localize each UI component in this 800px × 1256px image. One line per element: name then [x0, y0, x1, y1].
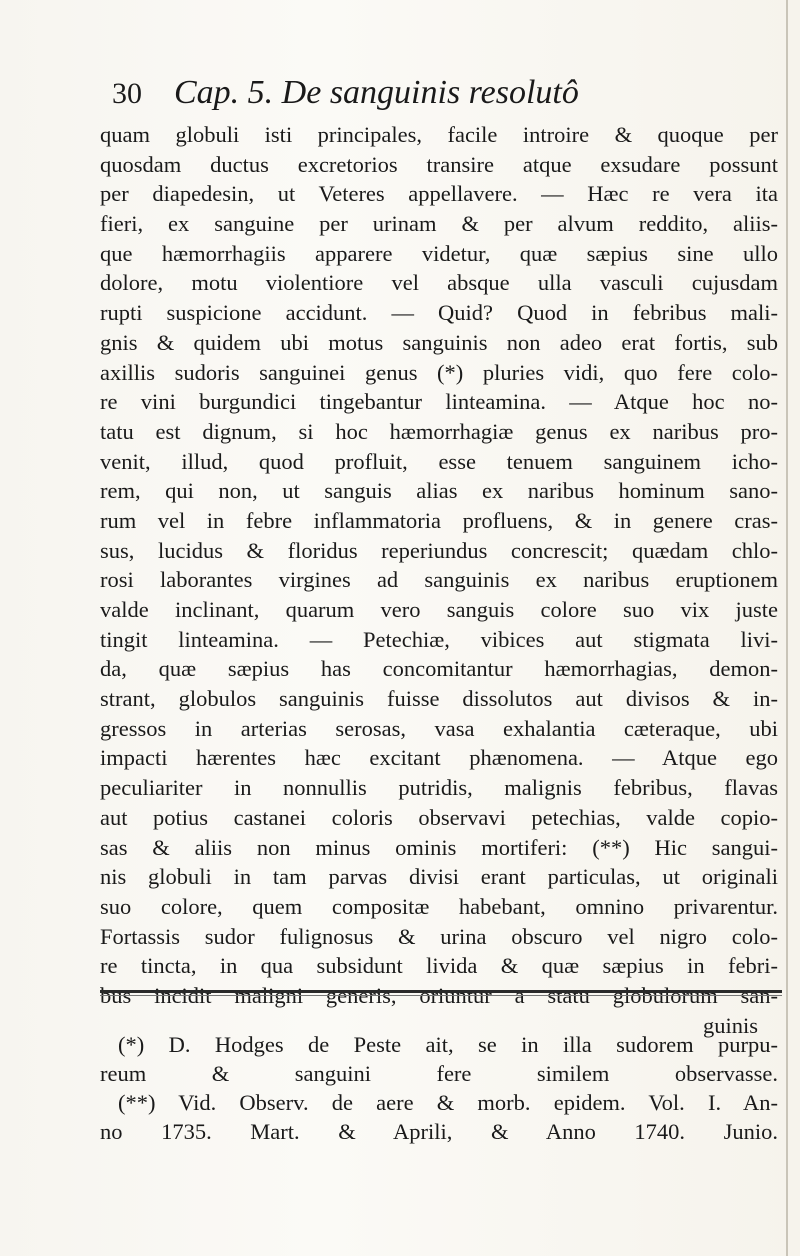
text-line: que hæmorrhagiis apparere videtur, quæ sæpius sine ullo	[100, 240, 778, 266]
text-line: sus, lucidus & floridus reperiundus concrescit; quædam chlo-	[100, 537, 778, 563]
text-line: quam globuli isti principales, facile introire & quoque per	[100, 122, 778, 147]
footnote-line: no 1735. Mart. & Aprili, & Anno 1740. Junio.	[100, 1119, 778, 1144]
text-line: rosi laborantes virgines ad sanguinis ex naribus eruptionem	[100, 567, 778, 593]
text-line: sas & aliis non minus ominis mortiferi: (**) Hic sangui-	[100, 834, 778, 860]
footnote-rule-thin	[100, 995, 782, 996]
running-title: Cap. 5. De sanguinis resolutô	[174, 74, 579, 111]
text-line: impacti hærentes hæc excitant phænomena. — Atque ego	[100, 745, 778, 771]
text-line: axillis sudoris sanguinei genus (*) pluries vidi, quo fere colo-	[100, 359, 778, 385]
text-line: Fortassis sudor fulignosus & urina obscuro vel nigro colo-	[100, 923, 778, 949]
text-line: rem, qui non, ut sanguis alias ex naribus hominum sano-	[100, 478, 778, 504]
page-edge	[786, 0, 788, 1256]
page-number: 30	[112, 77, 142, 110]
text-line: dolore, motu violentiore vel absque ulla vasculi cujusdam	[100, 270, 778, 296]
text-line: venit, illud, quod profluit, esse tenuem sanguinem icho-	[100, 448, 778, 474]
text-line: valde inclinant, quarum vero sanguis colore suo vix juste	[100, 597, 778, 622]
footnotes	[100, 1030, 778, 1146]
text-line: aut potius castanei coloris observavi petechias, valde copio-	[100, 804, 778, 830]
main-text	[100, 120, 778, 1040]
text-line: peculiariter in nonnullis putridis, malignis febribus, flavas	[100, 775, 778, 801]
text-line: rupti suspicione accidunt. — Quid? Quod in febribus mali-	[100, 300, 778, 326]
text-line: tingit linteamina. — Petechiæ, vibices aut stigmata livi-	[100, 626, 778, 652]
text-line: tatu est dignum, si hoc hæmorrhagiæ genus ex naribus pro-	[100, 418, 778, 444]
text-line: re tincta, in qua subsidunt livida & quæ sæpius in febri-	[100, 953, 778, 979]
footnote-line: reum & sanguini fere similem observasse.	[100, 1061, 778, 1086]
footnote-rule	[100, 990, 782, 993]
text-line: rum vel in febre inflammatoria profluens, & in genere cras-	[100, 507, 778, 533]
text-line: fieri, ex sanguine per urinam & per alvum reddito, aliis-	[100, 211, 778, 237]
text-line: gressos in arterias serosas, vasa exhalantia cæteraque, ubi	[100, 715, 778, 741]
text-line: gnis & quidem ubi motus sanguinis non adeo erat fortis, sub	[100, 329, 778, 355]
catchword: guinis	[702, 1012, 758, 1038]
text-line: suo colore, quem compositæ habebant, omnino privarentur.	[100, 893, 778, 919]
text-line: re vini burgundici tingebantur linteamina. — Atque hoc no-	[100, 389, 778, 415]
text-line: nis globuli in tam parvas divisi erant particulas, ut originali	[100, 864, 778, 890]
text-line: quosdam ductus excretorios transire atque exsudare possunt	[100, 151, 778, 177]
text-line: da, quæ sæpius has concomitantur hæmorrhagias, demon-	[100, 656, 778, 682]
footnote-line: (**) Vid. Observ. de aere & morb. epidem. Vol. I. An-	[118, 1090, 778, 1115]
text-line: strant, globulos sanguinis fuisse dissolutos aut divisos & in-	[100, 686, 778, 712]
running-header	[112, 70, 732, 116]
text-line: per diapedesin, ut Veteres appellavere. — Hæc re vera ita	[100, 181, 778, 207]
footnote-line: (*) D. Hodges de Peste ait, se in illa sudorem purpu-	[118, 1032, 778, 1057]
